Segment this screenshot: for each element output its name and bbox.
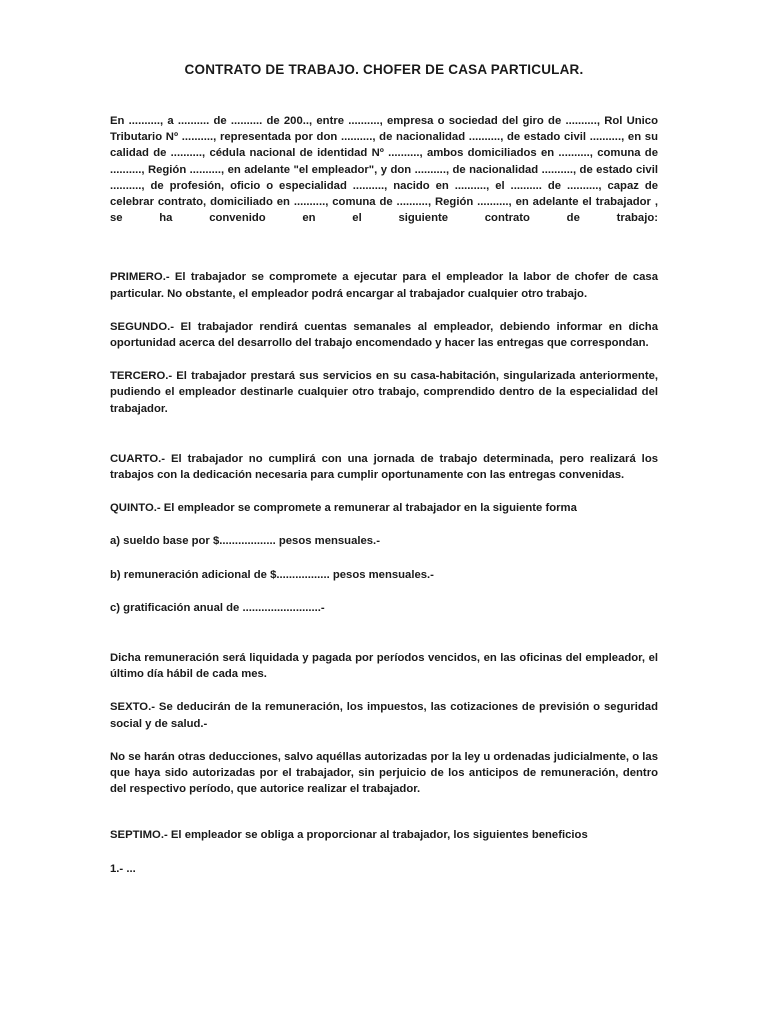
clause-cuarto: CUARTO.- El trabajador no cumplirá con una jornada de trabajo determinada, pero realizará los trabajos con la dedicación necesaria para cumplir oportunamente con las entregas convenidas.: [110, 452, 658, 482]
item-beneficio-1: 1.- ...: [110, 862, 136, 875]
item-remuneracion-adicional: b) remuneración adicional de $................. pesos mensuales.-: [110, 568, 434, 581]
intro-paragraph: En .........., a .......... de .......... de 200.., entre .........., empresa o sociedad del giro de .........., Rol Unico Tributario Nº .........., representada por don .........., de nacionalidad .........., de estado civil .........., en su calidad de .........., cédula nacional de identidad Nº .........., ambos domiciliados en .........., comuna de .........., Región .........., en adelante "el empleador", y don .........., de nacionalidad .........., de estado civil .........., de profesión, oficio o especialidad .........., nacido en .........., el .......... de .........., capaz de celebrar contrato, domiciliado en .........., comuna de .........., Región .........., en adelante el trabajador , se ha convenido en el siguiente contrato de trabajo:: [110, 115, 658, 225]
paragraph-deducciones: No se harán otras deducciones, salvo aquéllas autorizadas por la ley u ordenadas judicialmente, o las que haya sido autorizadas por el trabajador, sin perjuicio de los anticipos de remuneración, dentro del respectivo período, que autorice realizar el trabajador.: [110, 750, 658, 796]
clause-septimo: SEPTIMO.- El empleador se obliga a proporcionar al trabajador, los siguientes beneficios: [110, 829, 588, 842]
clause-primero: PRIMERO.- El trabajador se compromete a ejecutar para el empleador la labor de chofer de casa particular. No obstante, el empleador podrá encargar al trabajador cualquier otro trabajo.: [110, 271, 658, 300]
clause-quinto: QUINTO.- El empleador se compromete a remunerar al trabajador en la siguiente forma: [110, 502, 577, 515]
clause-segundo: SEGUNDO.- El trabajador rendirá cuentas semanales al empleador, debiendo informar en dicha oportunidad acerca del desarrollo del trabajo encomendado y hacer las entregas que correspondan.: [110, 320, 658, 350]
item-sueldo-base: a) sueldo base por $.................. pesos mensuales.-: [110, 535, 380, 548]
document-title: CONTRATO DE TRABAJO. CHOFER DE CASA PARTICULAR.: [184, 62, 584, 77]
clause-sexto: SEXTO.- Se deducirán de la remuneración, los impuestos, las cotizaciones de previsión o seguridad social y de salud.-: [110, 701, 658, 730]
clause-tercero: TERCERO.- El trabajador prestará sus servicios en su casa-habitación, singularizada anteriormente, pudiendo el empleador destinarle cualquier otro trabajo, comprendido dentro de la especialidad del trabajador.: [110, 370, 658, 415]
item-gratificacion: c) gratificación anual de .........................-: [110, 601, 325, 614]
document-page: [110, 62, 658, 894]
paragraph-liquidacion: Dicha remuneración será liquidada y pagada por períodos vencidos, en las oficinas del empleador, el último día hábil de cada mes.: [110, 652, 658, 681]
